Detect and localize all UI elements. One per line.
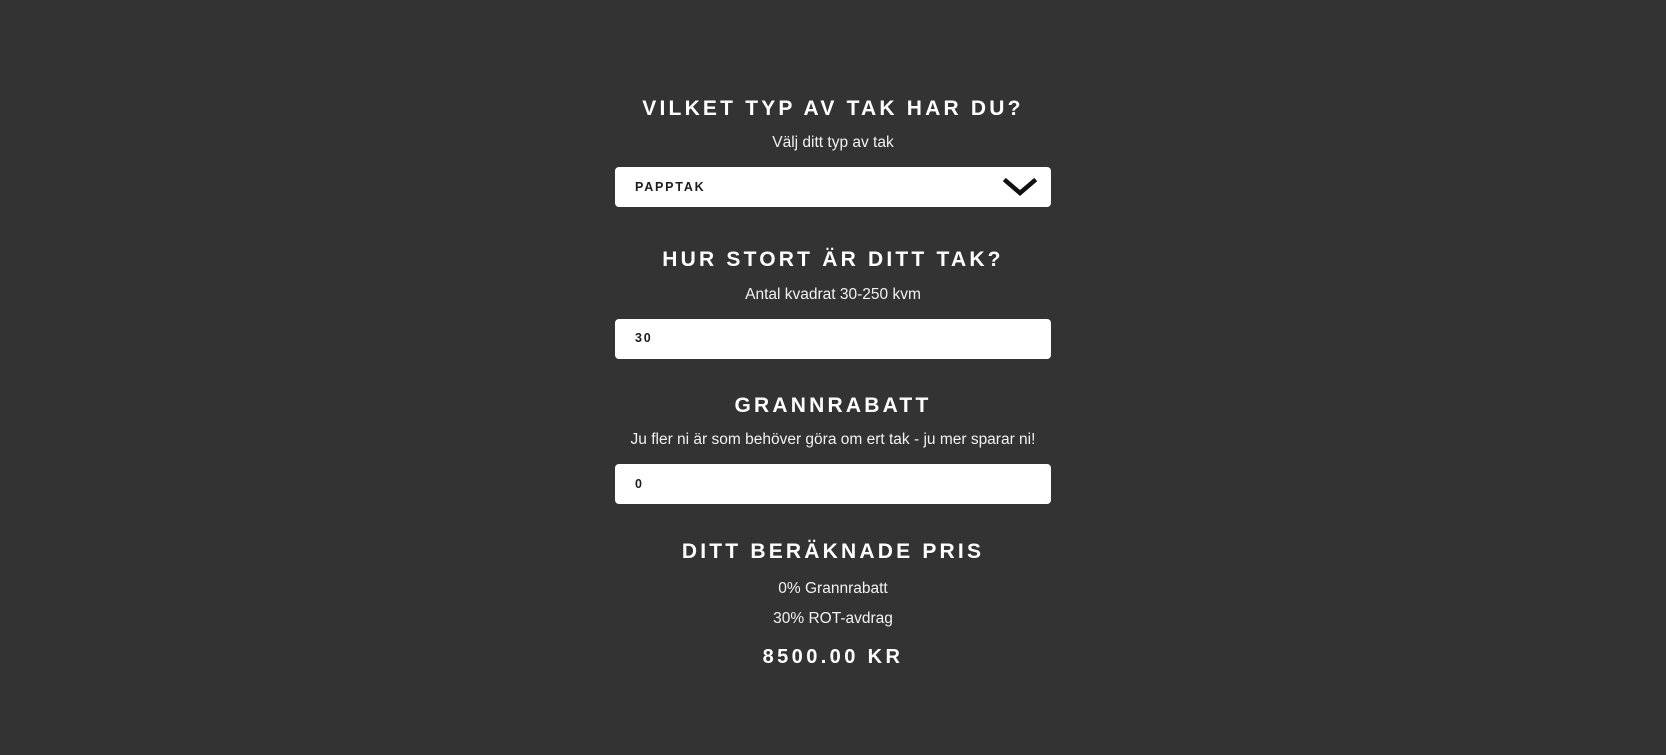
result-rot-deduction: 30% ROT-avdrag <box>773 610 893 628</box>
roof-size-value: 30 <box>635 331 653 346</box>
roof-type-subtitle: Välj ditt typ av tak <box>772 134 894 152</box>
roof-type-selected-value: PAPPTAK <box>635 180 706 195</box>
roof-size-subtitle: Antal kvadrat 30-250 kvm <box>745 285 921 303</box>
roof-size-title: HUR STORT ÄR DITT TAK? <box>662 248 1004 272</box>
roof-size-input[interactable] <box>615 319 1051 359</box>
roof-type-title: VILKET TYP AV TAK HAR DU? <box>642 97 1024 120</box>
neighbour-discount-input[interactable] <box>615 464 1051 504</box>
result-price: 8500.00 KR <box>762 645 904 668</box>
roof-type-select[interactable] <box>615 167 1051 207</box>
neighbour-discount-value: 0 <box>635 476 644 491</box>
result-neighbour-discount: 0% Grannrabatt <box>778 579 888 597</box>
section-roof-size <box>615 247 1051 358</box>
section-neighbour-discount <box>615 393 1051 504</box>
neighbour-discount-title: GRANNRABATT <box>734 393 932 417</box>
chevron-down-icon <box>1003 177 1037 197</box>
section-roof-type <box>615 96 1051 207</box>
result-panel <box>615 540 1051 669</box>
neighbour-discount-subtitle: Ju fler ni är som behöver göra om ert tak - ju mer sparar ni! <box>630 430 1036 448</box>
result-title: DITT BERÄKNADE PRIS <box>681 539 985 563</box>
